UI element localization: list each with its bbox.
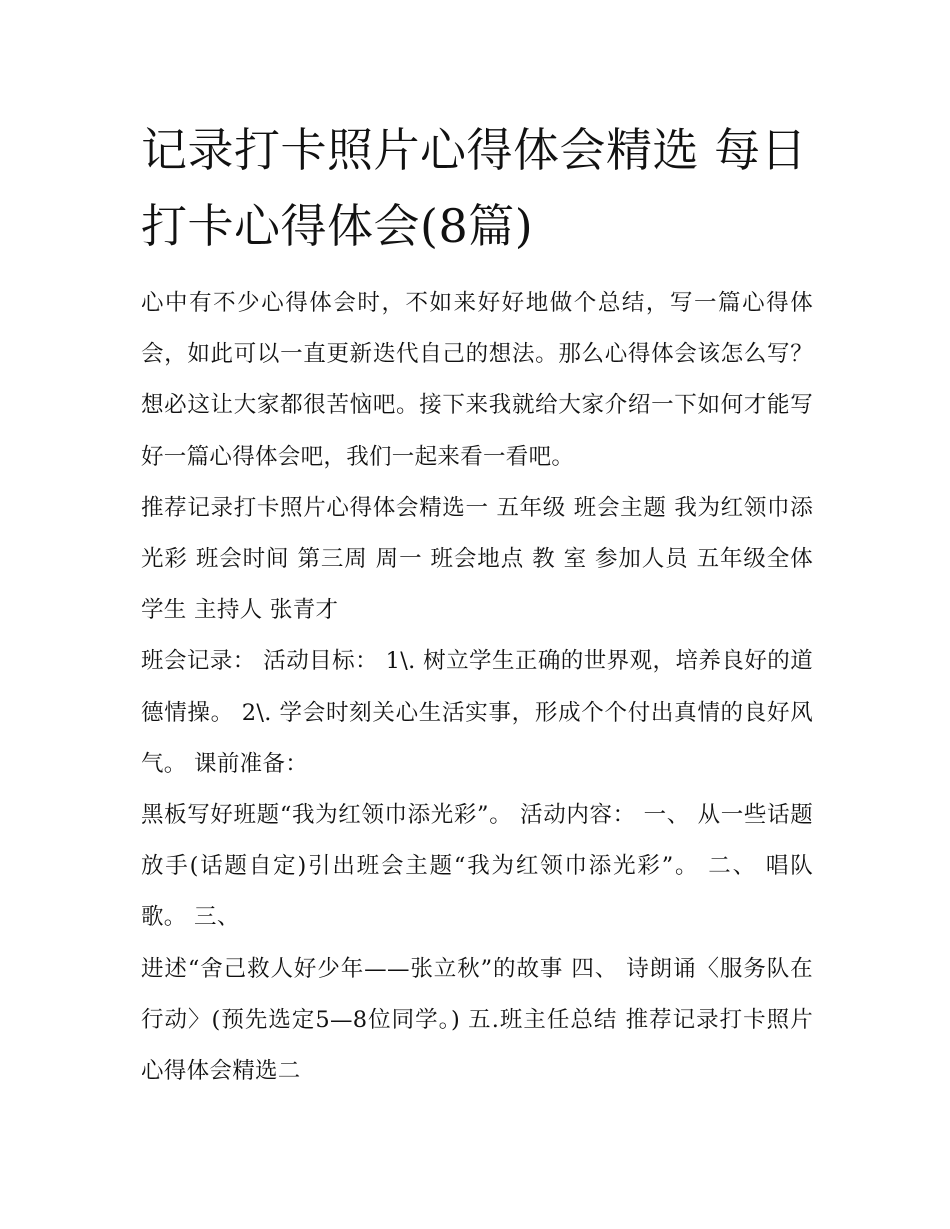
class-meeting-info-paragraph: 推荐记录打卡照片心得体会精选一 五年级 班会主题 我为红领巾添光彩 班会时间 第三周 周一 班会地点 教 室 参加人员 五年级全体学生 主持人 张青才 — [141, 494, 813, 624]
document-title: 记录打卡照片心得体会精选 每日打卡心得体会(8篇) — [141, 123, 808, 253]
meeting-record-paragraph: 班会记录： 活动目标： 1\. 树立学生正确的世界观，培养良好的道德情操。 2\. 学会时刻关心生活实事，形成个个付出真情的良好风气。 课前准备： — [141, 648, 813, 777]
intro-paragraph: 心中有不少心得体会时，不如来好好地做个总结，写一篇心得体会，如此可以一直更新迭代自己的想法。那么心得体会该怎么写？想必这让大家都很苦恼吧。接下来我就给大家介绍一下如何才能写好一篇心得体会吧，我们一起来看一看吧。 — [141, 290, 813, 470]
activity-content-paragraph: 黑板写好班题“我为红领巾添光彩”。 活动内容： 一、 从一些话题放手(话题自定)引出班会主题“我为红领巾添光彩”。 二、 唱队歌。 三、 — [141, 802, 813, 931]
activity-continued-paragraph: 进述“舍己救人好少年——张立秋”的故事 四、 诗朗诵〈服务队在行动〉(预先选定5—8位同学。) 五.班主任总结 推荐记录打卡照片心得体会精选二 — [141, 955, 813, 1085]
document-page — [141, 112, 813, 1097]
